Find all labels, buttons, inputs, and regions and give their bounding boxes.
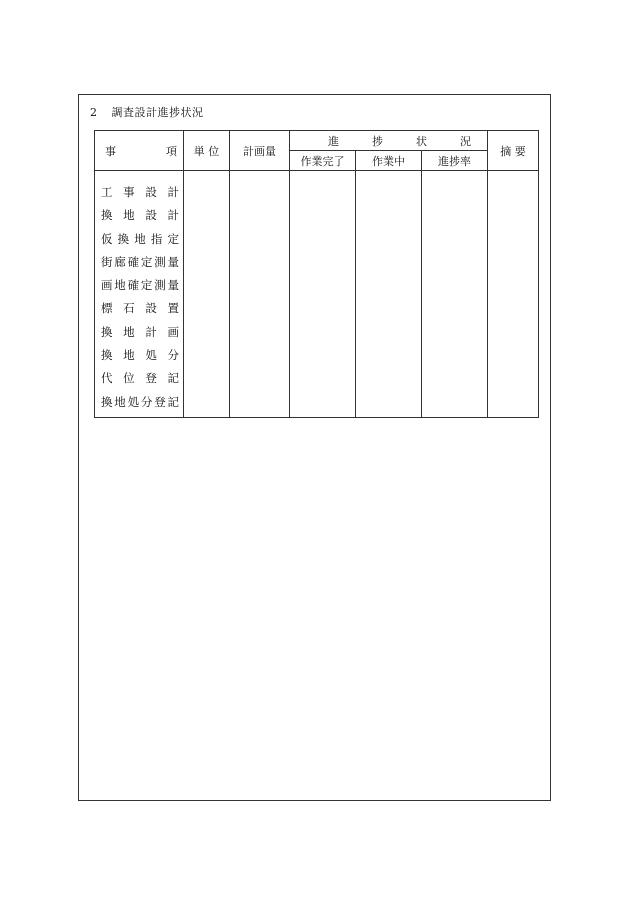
- completed-column: [290, 171, 356, 418]
- section-number: 2: [90, 106, 98, 119]
- header-progress-char: 状: [416, 134, 427, 148]
- progress-table: [94, 130, 539, 418]
- header-item-left: 事: [105, 144, 116, 158]
- header-sub-completed: 作業完了: [290, 151, 356, 171]
- header-sub-rate: 進捗率: [422, 151, 488, 171]
- item-list: [95, 171, 183, 414]
- unit-column: [184, 171, 230, 418]
- list-item: 換地処分: [101, 348, 179, 363]
- list-item: 標石設置: [101, 301, 179, 316]
- list-item: 仮換地指定: [101, 231, 179, 246]
- list-item: 代位登記: [101, 371, 179, 386]
- header-sub-in-progress: 作業中: [356, 151, 422, 171]
- header-progress-char: 捗: [372, 134, 383, 148]
- section-title: 調査設計進捗状況: [111, 106, 204, 119]
- list-item: 換地処分登記: [101, 394, 179, 409]
- header-progress-char: 進: [328, 134, 339, 148]
- header-progress-char: 況: [460, 134, 471, 148]
- header-item-right: 項: [166, 144, 177, 158]
- plan-column: [230, 171, 290, 418]
- header-plan: 計画量: [230, 131, 290, 171]
- note-column: [488, 171, 539, 418]
- list-item: 工事設計: [101, 185, 179, 199]
- section-heading: [90, 104, 204, 120]
- in-progress-column: [356, 171, 422, 418]
- header-unit: 単 位: [184, 131, 230, 171]
- header-note: 摘 要: [488, 131, 539, 171]
- rate-column: [422, 171, 488, 418]
- header-item: [95, 131, 184, 171]
- header-progress: [290, 131, 488, 151]
- list-item: 換地設計: [101, 208, 179, 223]
- list-item: 換地計画: [101, 324, 179, 339]
- list-item: 画地確定測量: [101, 278, 179, 293]
- list-item: 街廊確定測量: [101, 254, 179, 269]
- item-column: [95, 171, 184, 418]
